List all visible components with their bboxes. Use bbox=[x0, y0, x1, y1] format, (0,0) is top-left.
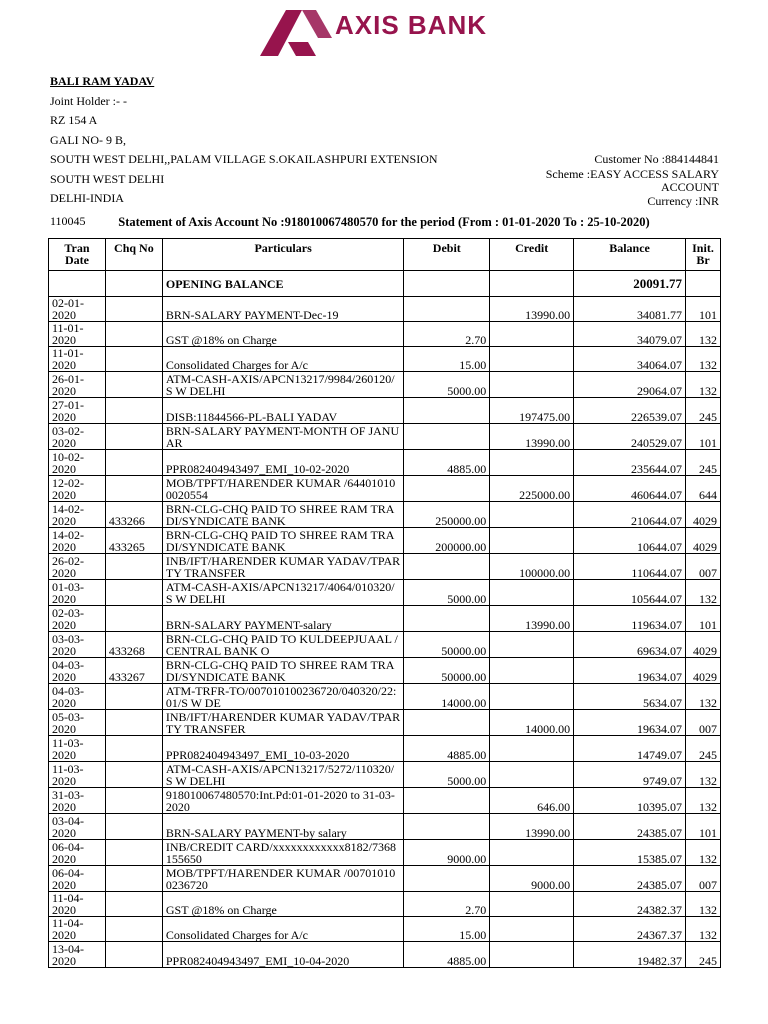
tran-date: 02-03-2020 bbox=[49, 606, 106, 632]
table-row bbox=[49, 840, 721, 866]
tran-date: 06-04-2020 bbox=[49, 866, 106, 892]
cheque-number bbox=[105, 684, 162, 710]
table-row bbox=[49, 632, 721, 658]
debit-amount bbox=[404, 554, 490, 580]
debit-amount: 50000.00 bbox=[404, 632, 490, 658]
table-row bbox=[49, 297, 721, 322]
account-holder-name: BALI RAM YADAV bbox=[50, 74, 155, 88]
customer-number: Customer No :884144841 bbox=[594, 152, 719, 166]
init-branch: 007 bbox=[685, 710, 720, 736]
balance-amount: 235644.07 bbox=[574, 450, 686, 476]
debit-amount: 200000.00 bbox=[404, 528, 490, 554]
column-header: Particulars bbox=[162, 239, 403, 271]
particulars: PPR082404943497_EMI_10-02-2020 bbox=[162, 450, 403, 476]
init-branch: 132 bbox=[685, 840, 720, 866]
cheque-number bbox=[105, 606, 162, 632]
particulars: GST @18% on Charge bbox=[162, 322, 403, 347]
table-row bbox=[49, 892, 721, 917]
column-header: Init. Br bbox=[685, 239, 720, 271]
column-header: Chq No bbox=[105, 239, 162, 271]
particulars: Consolidated Charges for A/c bbox=[162, 347, 403, 372]
credit-amount: 13990.00 bbox=[490, 424, 574, 450]
debit-amount: 5000.00 bbox=[404, 372, 490, 398]
table-row bbox=[49, 684, 721, 710]
table-row bbox=[49, 424, 721, 450]
balance-amount: 10395.07 bbox=[574, 788, 686, 814]
debit-amount bbox=[404, 606, 490, 632]
balance-amount: 34064.07 bbox=[574, 347, 686, 372]
table-row bbox=[49, 710, 721, 736]
cheque-number bbox=[105, 710, 162, 736]
table-row bbox=[49, 606, 721, 632]
cheque-number bbox=[105, 372, 162, 398]
table-row bbox=[49, 476, 721, 502]
tran-date: 11-03-2020 bbox=[49, 762, 106, 788]
table-row bbox=[49, 450, 721, 476]
balance-amount: 226539.07 bbox=[574, 398, 686, 424]
tran-date: 11-01-2020 bbox=[49, 322, 106, 347]
tran-date: 03-02-2020 bbox=[49, 424, 106, 450]
particulars: BRN-SALARY PAYMENT-salary bbox=[162, 606, 403, 632]
tran-date: 01-03-2020 bbox=[49, 580, 106, 606]
table-row bbox=[49, 322, 721, 347]
credit-amount: 197475.00 bbox=[490, 398, 574, 424]
balance-amount: 119634.07 bbox=[574, 606, 686, 632]
debit-amount bbox=[404, 476, 490, 502]
balance-amount: 105644.07 bbox=[574, 580, 686, 606]
tran-date: 04-03-2020 bbox=[49, 684, 106, 710]
init-branch: 132 bbox=[685, 347, 720, 372]
init-branch: 132 bbox=[685, 762, 720, 788]
debit-amount: 5000.00 bbox=[404, 762, 490, 788]
tran-date: 03-03-2020 bbox=[49, 632, 106, 658]
balance-amount: 19634.07 bbox=[574, 710, 686, 736]
column-header: Balance bbox=[574, 239, 686, 271]
credit-amount bbox=[490, 658, 574, 684]
tran-date: 03-04-2020 bbox=[49, 814, 106, 840]
tran-date: 27-01-2020 bbox=[49, 398, 106, 424]
cheque-number: 433267 bbox=[105, 658, 162, 684]
balance-amount: 34081.77 bbox=[574, 297, 686, 322]
debit-amount: 15.00 bbox=[404, 347, 490, 372]
particulars: ATM-CASH-AXIS/APCN13217/5272/110320/S W DELHI bbox=[162, 762, 403, 788]
credit-amount bbox=[490, 736, 574, 762]
init-branch: 132 bbox=[685, 917, 720, 942]
cheque-number: 433266 bbox=[105, 502, 162, 528]
particulars: ATM-CASH-AXIS/APCN13217/4064/010320/S W DELHI bbox=[162, 580, 403, 606]
balance-amount: 19634.07 bbox=[574, 658, 686, 684]
debit-amount: 15.00 bbox=[404, 917, 490, 942]
table-row bbox=[49, 347, 721, 372]
joint-holder: Joint Holder :- - bbox=[50, 93, 127, 108]
balance-amount: 15385.07 bbox=[574, 840, 686, 866]
particulars: 918010067480570:Int.Pd:01-01-2020 to 31-03-2020 bbox=[162, 788, 403, 814]
init-branch: 4029 bbox=[685, 658, 720, 684]
credit-amount: 13990.00 bbox=[490, 297, 574, 322]
init-branch: 4029 bbox=[685, 528, 720, 554]
balance-amount: 14749.07 bbox=[574, 736, 686, 762]
debit-amount bbox=[404, 788, 490, 814]
init-branch: 101 bbox=[685, 814, 720, 840]
opening-balance-value: 20091.77 bbox=[574, 271, 686, 297]
opening-balance-row bbox=[49, 271, 721, 297]
credit-amount: 225000.00 bbox=[490, 476, 574, 502]
credit-amount bbox=[490, 632, 574, 658]
table-row bbox=[49, 528, 721, 554]
table-row bbox=[49, 917, 721, 942]
init-branch: 132 bbox=[685, 372, 720, 398]
table-row bbox=[49, 814, 721, 840]
balance-amount: 240529.07 bbox=[574, 424, 686, 450]
init-branch: 101 bbox=[685, 606, 720, 632]
tran-date: 10-02-2020 bbox=[49, 450, 106, 476]
table-row bbox=[49, 658, 721, 684]
init-branch: 101 bbox=[685, 297, 720, 322]
cheque-number bbox=[105, 892, 162, 917]
balance-amount: 29064.07 bbox=[574, 372, 686, 398]
init-branch: 132 bbox=[685, 580, 720, 606]
debit-amount bbox=[404, 398, 490, 424]
debit-amount: 50000.00 bbox=[404, 658, 490, 684]
particulars: BRN-CLG-CHQ PAID TO SHREE RAM TRADI/SYNDICATE BANK bbox=[162, 502, 403, 528]
tran-date: 04-03-2020 bbox=[49, 658, 106, 684]
address-line: DELHI-INDIA bbox=[50, 191, 124, 205]
cheque-number bbox=[105, 736, 162, 762]
credit-amount bbox=[490, 347, 574, 372]
address-line: RZ 154 A bbox=[50, 113, 98, 127]
debit-amount bbox=[404, 814, 490, 840]
cheque-number bbox=[105, 762, 162, 788]
debit-amount: 250000.00 bbox=[404, 502, 490, 528]
cheque-number bbox=[105, 424, 162, 450]
balance-amount: 24367.37 bbox=[574, 917, 686, 942]
scheme-line: Scheme :EASY ACCESS SALARY bbox=[545, 167, 719, 181]
tran-date: 26-02-2020 bbox=[49, 554, 106, 580]
cheque-number bbox=[105, 322, 162, 347]
debit-amount: 2.70 bbox=[404, 322, 490, 347]
init-branch: 4029 bbox=[685, 502, 720, 528]
cheque-number: 433265 bbox=[105, 528, 162, 554]
particulars: BRN-CLG-CHQ PAID TO KULDEEPJUAAL /CENTRAL BANK O bbox=[162, 632, 403, 658]
credit-amount: 14000.00 bbox=[490, 710, 574, 736]
cheque-number bbox=[105, 297, 162, 322]
column-header: Credit bbox=[490, 239, 574, 271]
credit-amount bbox=[490, 528, 574, 554]
debit-amount bbox=[404, 866, 490, 892]
debit-amount: 14000.00 bbox=[404, 684, 490, 710]
particulars: ATM-CASH-AXIS/APCN13217/9984/260120/S W DELHI bbox=[162, 372, 403, 398]
balance-amount: 460644.07 bbox=[574, 476, 686, 502]
balance-amount: 10644.07 bbox=[574, 528, 686, 554]
particulars: Consolidated Charges for A/c bbox=[162, 917, 403, 942]
debit-amount: 4885.00 bbox=[404, 736, 490, 762]
debit-amount: 4885.00 bbox=[404, 942, 490, 968]
init-branch: 245 bbox=[685, 398, 720, 424]
table-row bbox=[49, 736, 721, 762]
particulars: INB/IFT/HARENDER KUMAR YADAV/TPARTY TRANSFER bbox=[162, 710, 403, 736]
credit-amount bbox=[490, 372, 574, 398]
init-branch: 132 bbox=[685, 684, 720, 710]
tran-date: 11-01-2020 bbox=[49, 347, 106, 372]
init-branch: 007 bbox=[685, 554, 720, 580]
particulars: ATM-TRFR-TO/007010100236720/040320/22:01/S W DE bbox=[162, 684, 403, 710]
credit-amount bbox=[490, 502, 574, 528]
tran-date: 11-04-2020 bbox=[49, 917, 106, 942]
balance-amount: 5634.07 bbox=[574, 684, 686, 710]
tran-date: 06-04-2020 bbox=[49, 840, 106, 866]
customer-address bbox=[50, 72, 438, 231]
table-header-row bbox=[49, 239, 721, 271]
credit-amount: 646.00 bbox=[490, 788, 574, 814]
scheme bbox=[546, 168, 719, 194]
table-row bbox=[49, 762, 721, 788]
particulars: MOB/TPFT/HARENDER KUMAR /644010100020554 bbox=[162, 476, 403, 502]
particulars: PPR082404943497_EMI_10-04-2020 bbox=[162, 942, 403, 968]
table-row bbox=[49, 788, 721, 814]
balance-amount: 24385.07 bbox=[574, 866, 686, 892]
cheque-number bbox=[105, 347, 162, 372]
balance-amount: 69634.07 bbox=[574, 632, 686, 658]
cheque-number bbox=[105, 917, 162, 942]
address-pincode: 110045 bbox=[50, 213, 86, 228]
tran-date: 26-01-2020 bbox=[49, 372, 106, 398]
balance-amount: 210644.07 bbox=[574, 502, 686, 528]
tran-date: 05-03-2020 bbox=[49, 710, 106, 736]
init-branch: 4029 bbox=[685, 632, 720, 658]
cheque-number bbox=[105, 580, 162, 606]
debit-amount: 9000.00 bbox=[404, 840, 490, 866]
statement-title: Statement of Axis Account No :918010067480570 for the period (From : 01-01-2020 To : 25-10-2020) bbox=[118, 215, 650, 229]
init-branch: 132 bbox=[685, 892, 720, 917]
cheque-number bbox=[105, 814, 162, 840]
tran-date: 11-03-2020 bbox=[49, 736, 106, 762]
currency: Currency :INR bbox=[647, 194, 719, 208]
bank-name: AXIS BANK bbox=[335, 10, 488, 40]
debit-amount bbox=[404, 297, 490, 322]
balance-amount: 110644.07 bbox=[574, 554, 686, 580]
table-row bbox=[49, 554, 721, 580]
init-branch: 132 bbox=[685, 322, 720, 347]
debit-amount: 2.70 bbox=[404, 892, 490, 917]
address-line: GALI NO- 9 B, bbox=[50, 132, 126, 147]
tran-date: 12-02-2020 bbox=[49, 476, 106, 502]
init-branch: 007 bbox=[685, 866, 720, 892]
address-line: SOUTH WEST DELHI bbox=[50, 171, 165, 186]
debit-amount bbox=[404, 424, 490, 450]
balance-amount: 9749.07 bbox=[574, 762, 686, 788]
balance-amount: 34079.07 bbox=[574, 322, 686, 347]
credit-amount bbox=[490, 762, 574, 788]
balance-amount: 24382.37 bbox=[574, 892, 686, 917]
scheme-line: ACCOUNT bbox=[660, 180, 719, 194]
cheque-number: 433268 bbox=[105, 632, 162, 658]
particulars: PPR082404943497_EMI_10-03-2020 bbox=[162, 736, 403, 762]
cheque-number bbox=[105, 398, 162, 424]
credit-amount: 13990.00 bbox=[490, 606, 574, 632]
credit-amount: 13990.00 bbox=[490, 814, 574, 840]
transactions-table bbox=[48, 238, 721, 968]
tran-date: 14-02-2020 bbox=[49, 502, 106, 528]
credit-amount bbox=[490, 892, 574, 917]
init-branch: 132 bbox=[685, 788, 720, 814]
particulars: INB/IFT/HARENDER KUMAR YADAV/TPARTY TRANSFER bbox=[162, 554, 403, 580]
tran-date: 14-02-2020 bbox=[49, 528, 106, 554]
init-branch: 101 bbox=[685, 424, 720, 450]
credit-amount bbox=[490, 840, 574, 866]
init-branch: 245 bbox=[685, 942, 720, 968]
particulars: BRN-CLG-CHQ PAID TO SHREE RAM TRADI/SYNDICATE BANK bbox=[162, 658, 403, 684]
credit-amount bbox=[490, 322, 574, 347]
cheque-number bbox=[105, 450, 162, 476]
table-row bbox=[49, 942, 721, 968]
particulars: BRN-SALARY PAYMENT-by salary bbox=[162, 814, 403, 840]
credit-amount: 9000.00 bbox=[490, 866, 574, 892]
particulars: BRN-SALARY PAYMENT-Dec-19 bbox=[162, 297, 403, 322]
credit-amount: 100000.00 bbox=[490, 554, 574, 580]
table-row bbox=[49, 580, 721, 606]
particulars: MOB/TPFT/HARENDER KUMAR /007010100236720 bbox=[162, 866, 403, 892]
credit-amount bbox=[490, 942, 574, 968]
debit-amount: 5000.00 bbox=[404, 580, 490, 606]
table-row bbox=[49, 866, 721, 892]
address-line: SOUTH WEST DELHI,,PALAM VILLAGE S.OKAILASHPURI EXTENSION bbox=[50, 152, 438, 166]
opening-balance-label: OPENING BALANCE bbox=[162, 271, 403, 297]
cheque-number bbox=[105, 788, 162, 814]
credit-amount bbox=[490, 580, 574, 606]
cheque-number bbox=[105, 866, 162, 892]
balance-amount: 24385.07 bbox=[574, 814, 686, 840]
particulars: INB/CREDIT CARD/xxxxxxxxxxxx8182/7368155650 bbox=[162, 840, 403, 866]
particulars: BRN-SALARY PAYMENT-MONTH OF JANUAR bbox=[162, 424, 403, 450]
tran-date: 02-01-2020 bbox=[49, 297, 106, 322]
init-branch: 245 bbox=[685, 736, 720, 762]
table-row bbox=[49, 372, 721, 398]
tran-date: 31-03-2020 bbox=[49, 788, 106, 814]
credit-amount bbox=[490, 684, 574, 710]
table-row bbox=[49, 398, 721, 424]
balance-amount: 19482.37 bbox=[574, 942, 686, 968]
cheque-number bbox=[105, 476, 162, 502]
init-branch: 644 bbox=[685, 476, 720, 502]
debit-amount bbox=[404, 710, 490, 736]
init-branch: 245 bbox=[685, 450, 720, 476]
cheque-number bbox=[105, 942, 162, 968]
particulars: DISB:11844566-PL-BALI YADAV bbox=[162, 398, 403, 424]
credit-amount bbox=[490, 450, 574, 476]
cheque-number bbox=[105, 840, 162, 866]
cheque-number bbox=[105, 554, 162, 580]
tran-date: 11-04-2020 bbox=[49, 892, 106, 917]
credit-amount bbox=[490, 917, 574, 942]
tran-date: 13-04-2020 bbox=[49, 942, 106, 968]
particulars: BRN-CLG-CHQ PAID TO SHREE RAM TRADI/SYNDICATE BANK bbox=[162, 528, 403, 554]
particulars: GST @18% on Charge bbox=[162, 892, 403, 917]
column-header: Tran Date bbox=[49, 239, 106, 271]
column-header: Debit bbox=[404, 239, 490, 271]
table-row bbox=[49, 502, 721, 528]
debit-amount: 4885.00 bbox=[404, 450, 490, 476]
